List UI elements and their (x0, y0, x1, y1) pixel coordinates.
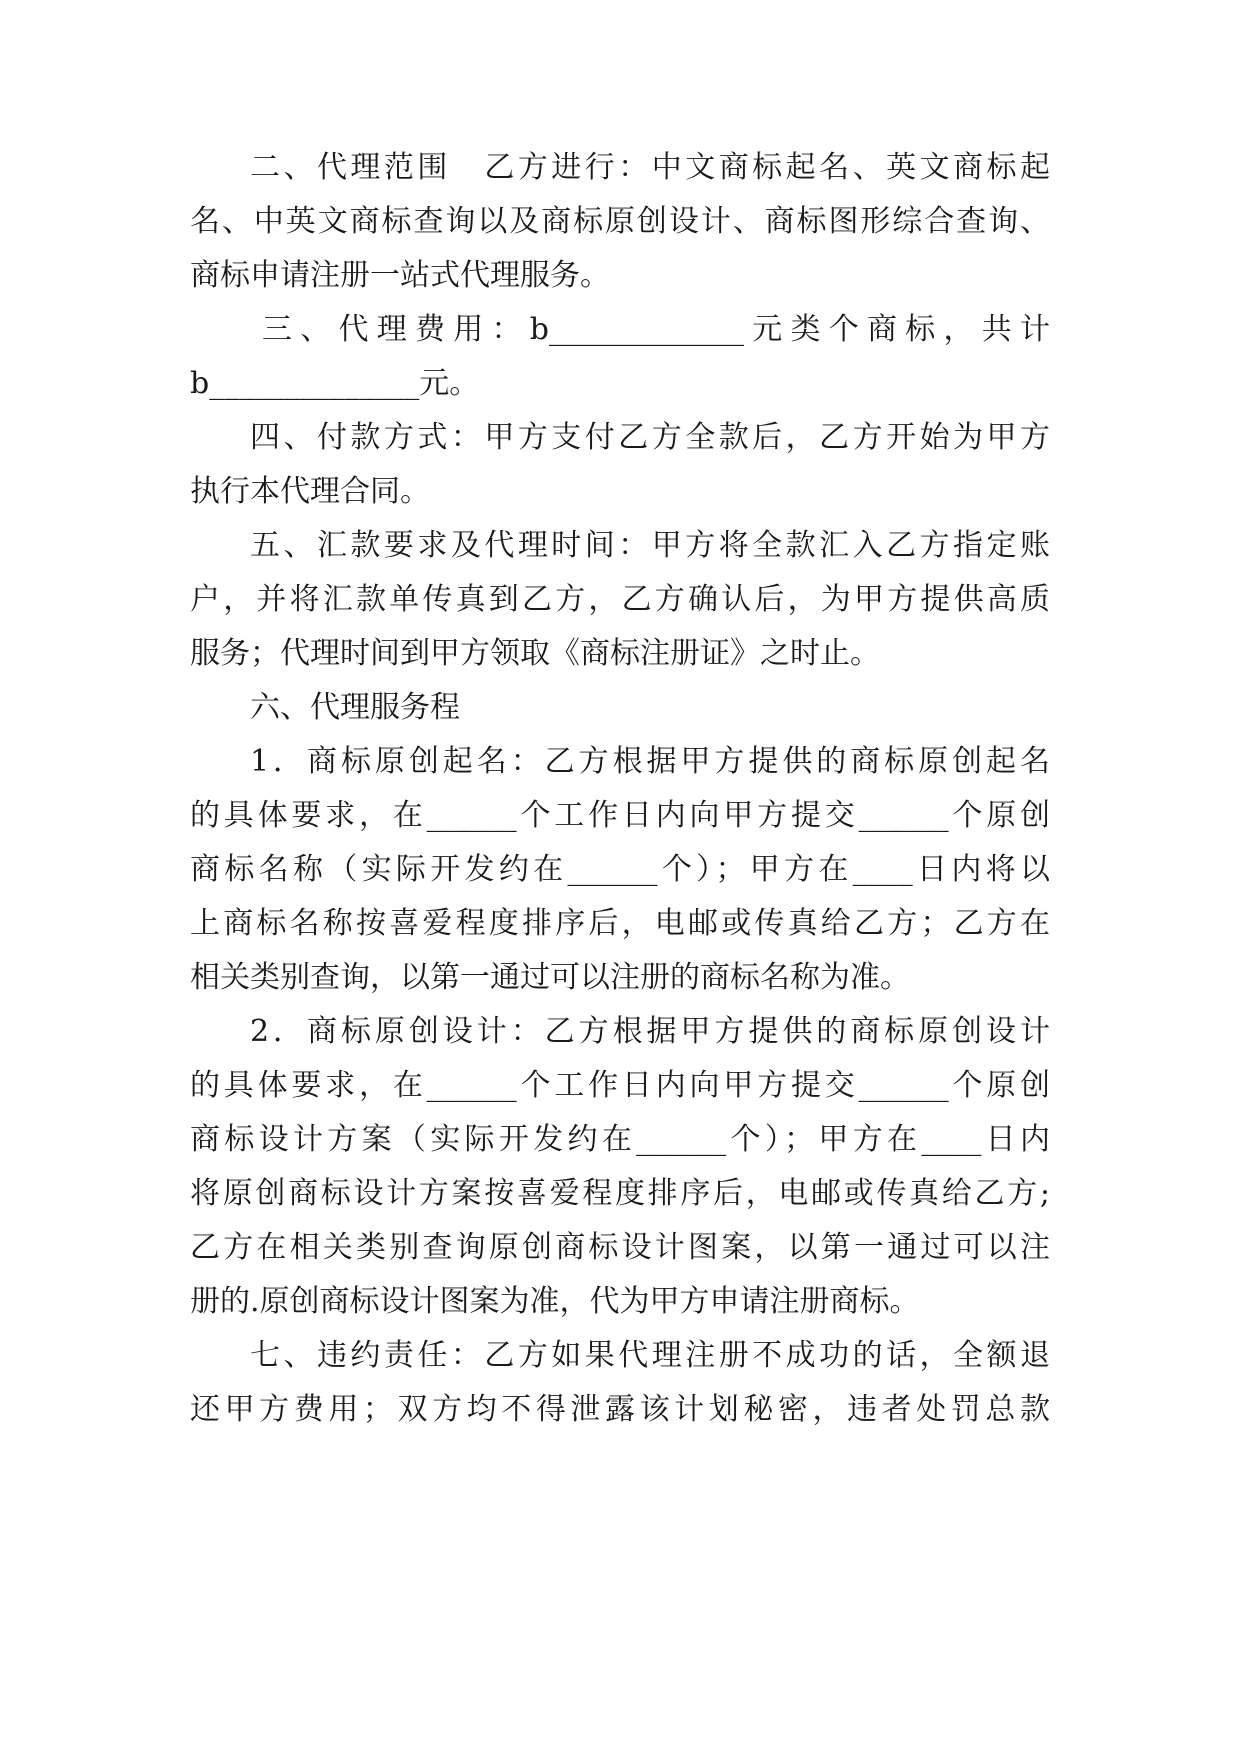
clause-4-line-2: 执行本代理合同。 (190, 474, 430, 509)
clause-6-1-line-3: 商标名称（实际开发约在______个）；甲方在____日内将以 (190, 852, 1050, 887)
clause-6-1-line-4: 上商标名称按喜爱程度排序后，电邮或传真给乙方；乙方在 (190, 906, 1050, 941)
clause-2-line-2: 名、中英文商标查询以及商标原创设计、商标图形综合查询、 (190, 204, 1050, 239)
clause-6-2-line-2: 的具体要求，在______个工作日内向甲方提交______个原创 (190, 1068, 1050, 1103)
clause-6-2-line-4: 将原创商标设计方案按喜爱程度排序后，电邮或传真给乙方; (190, 1176, 1050, 1211)
clause-6-2-line-3: 商标设计方案（实际开发约在______个）；甲方在____日内 (190, 1122, 1050, 1157)
clause-5-line-1: 五、汇款要求及代理时间：甲方将全款汇入乙方指定账 (250, 528, 1050, 563)
clause-6-1-line-1: 1．商标原创起名：乙方根据甲方提供的商标原创起名 (250, 744, 1050, 779)
clause-6-2-line-1: 2．商标原创设计：乙方根据甲方提供的商标原创设计 (250, 1014, 1050, 1049)
clause-6-1-line-5: 相关类别查询，以第一通过可以注册的商标名称为准。 (190, 960, 910, 995)
clause-7-line-1: 七、违约责任：乙方如果代理注册不成功的话，全额退 (250, 1338, 1050, 1373)
clause-3-line-2: b______________元。 (190, 366, 480, 401)
clause-4-line-1: 四、付款方式：甲方支付乙方全款后，乙方开始为甲方 (250, 420, 1050, 455)
clause-6-1-line-2: 的具体要求，在______个工作日内向甲方提交______个原创 (190, 798, 1050, 833)
clause-5-line-3: 服务；代理时间到甲方领取《商标注册证》之时止。 (190, 636, 880, 671)
clause-6-2-line-5: 乙方在相关类别查询原创商标设计图案，以第一通过可以注 (190, 1230, 1050, 1265)
clause-6-2-line-6: 册的.原创商标设计图案为准，代为甲方申请注册商标。 (190, 1284, 920, 1319)
clause-2-line-3: 商标申请注册一站式代理服务。 (190, 258, 610, 293)
clause-6-heading: 六、代理服务程 (250, 690, 460, 725)
clause-7-line-2: 还甲方费用；双方均不得泄露该计划秘密，违者处罚总款 (190, 1392, 1050, 1427)
clause-3-line-1: 三、代理费用：b_____________元类个商标，共计 (262, 312, 1050, 347)
clause-2-line-1: 二、代理范围 乙方进行：中文商标起名、英文商标起 (250, 150, 1050, 185)
clause-5-line-2: 户，并将汇款单传真到乙方，乙方确认后，为甲方提供高质 (190, 582, 1050, 617)
